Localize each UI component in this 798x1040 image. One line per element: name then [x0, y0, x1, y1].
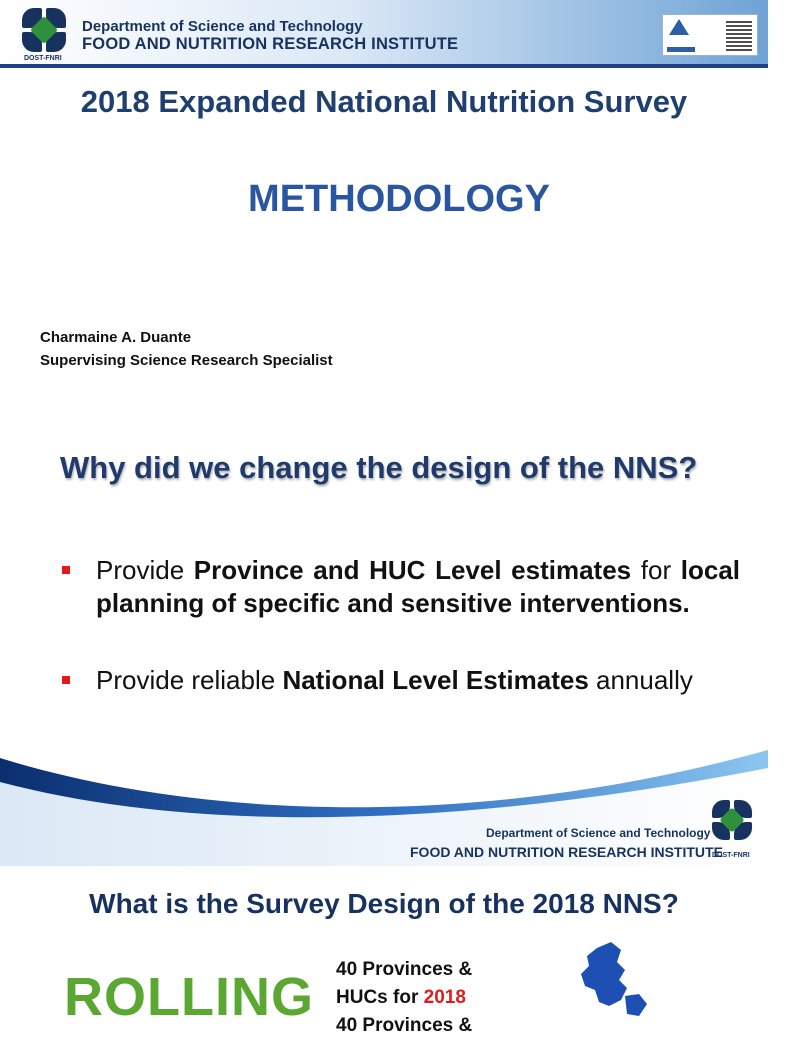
department-name: Department of Science and Technology [82, 18, 363, 35]
rolling-label: ROLLING [64, 967, 314, 1027]
survey-title: 2018 Expanded National Nutrition Survey [80, 84, 688, 119]
dost-fnri-logo-icon [710, 798, 754, 842]
footer-logo-caption: DOST-FNRI [712, 852, 750, 859]
author-name: Charmaine A. Duante [40, 329, 192, 346]
dost-fnri-logo-icon [20, 6, 68, 54]
slide-1 [0, 0, 768, 420]
bullet-list [60, 554, 740, 697]
methodology-heading: METHODOLOGY [248, 178, 550, 220]
provinces-text [336, 956, 472, 1040]
header-divider [0, 64, 768, 68]
bullet-text: Provide reliable [96, 665, 283, 695]
footer-institute-name: FOOD AND NUTRITION RESEARCH INSTITUTE [410, 844, 723, 860]
author-block [40, 326, 333, 372]
bullet-text: annually [588, 665, 693, 695]
provinces-line: 40 Provinces & [336, 1015, 473, 1036]
bullet-text: for [631, 555, 681, 585]
slide-3 [0, 866, 768, 1036]
bullet-emphasis: Province and HUC Level estimates [193, 555, 632, 585]
provinces-year: 2018 [423, 987, 466, 1008]
tuv-certification-badge-icon [662, 14, 758, 56]
footer-department-name: Department of Science and Technology [486, 826, 711, 840]
survey-design-title: What is the Survey Design of the 2018 NNS? [89, 888, 679, 919]
bullet-marker-icon [62, 676, 70, 684]
author-role: Supervising Science Research Specialist [40, 352, 333, 369]
bullet-marker-icon [62, 566, 70, 574]
bullet-emphasis: National Level Estimates [282, 665, 589, 695]
provinces-line [336, 984, 472, 1012]
logo-caption: DOST-FNRI [24, 55, 62, 62]
bullet-emphasis: local planning of specific and sensitive interventions. [96, 555, 740, 618]
header-banner [0, 0, 768, 66]
bullet-item [60, 554, 740, 620]
slide-question: Why did we change the design of the NNS? [60, 450, 698, 485]
philippines-map-icon [555, 936, 695, 1036]
institute-name: FOOD AND NUTRITION RESEARCH INSTITUTE [82, 35, 459, 53]
bullet-item [60, 664, 740, 697]
provinces-line: 40 Provinces & [336, 959, 473, 980]
bullet-text: Provide [96, 555, 194, 585]
qr-code-icon [726, 19, 752, 51]
provinces-text-part: HUCs for [336, 987, 424, 1008]
slide-2 [0, 420, 768, 866]
